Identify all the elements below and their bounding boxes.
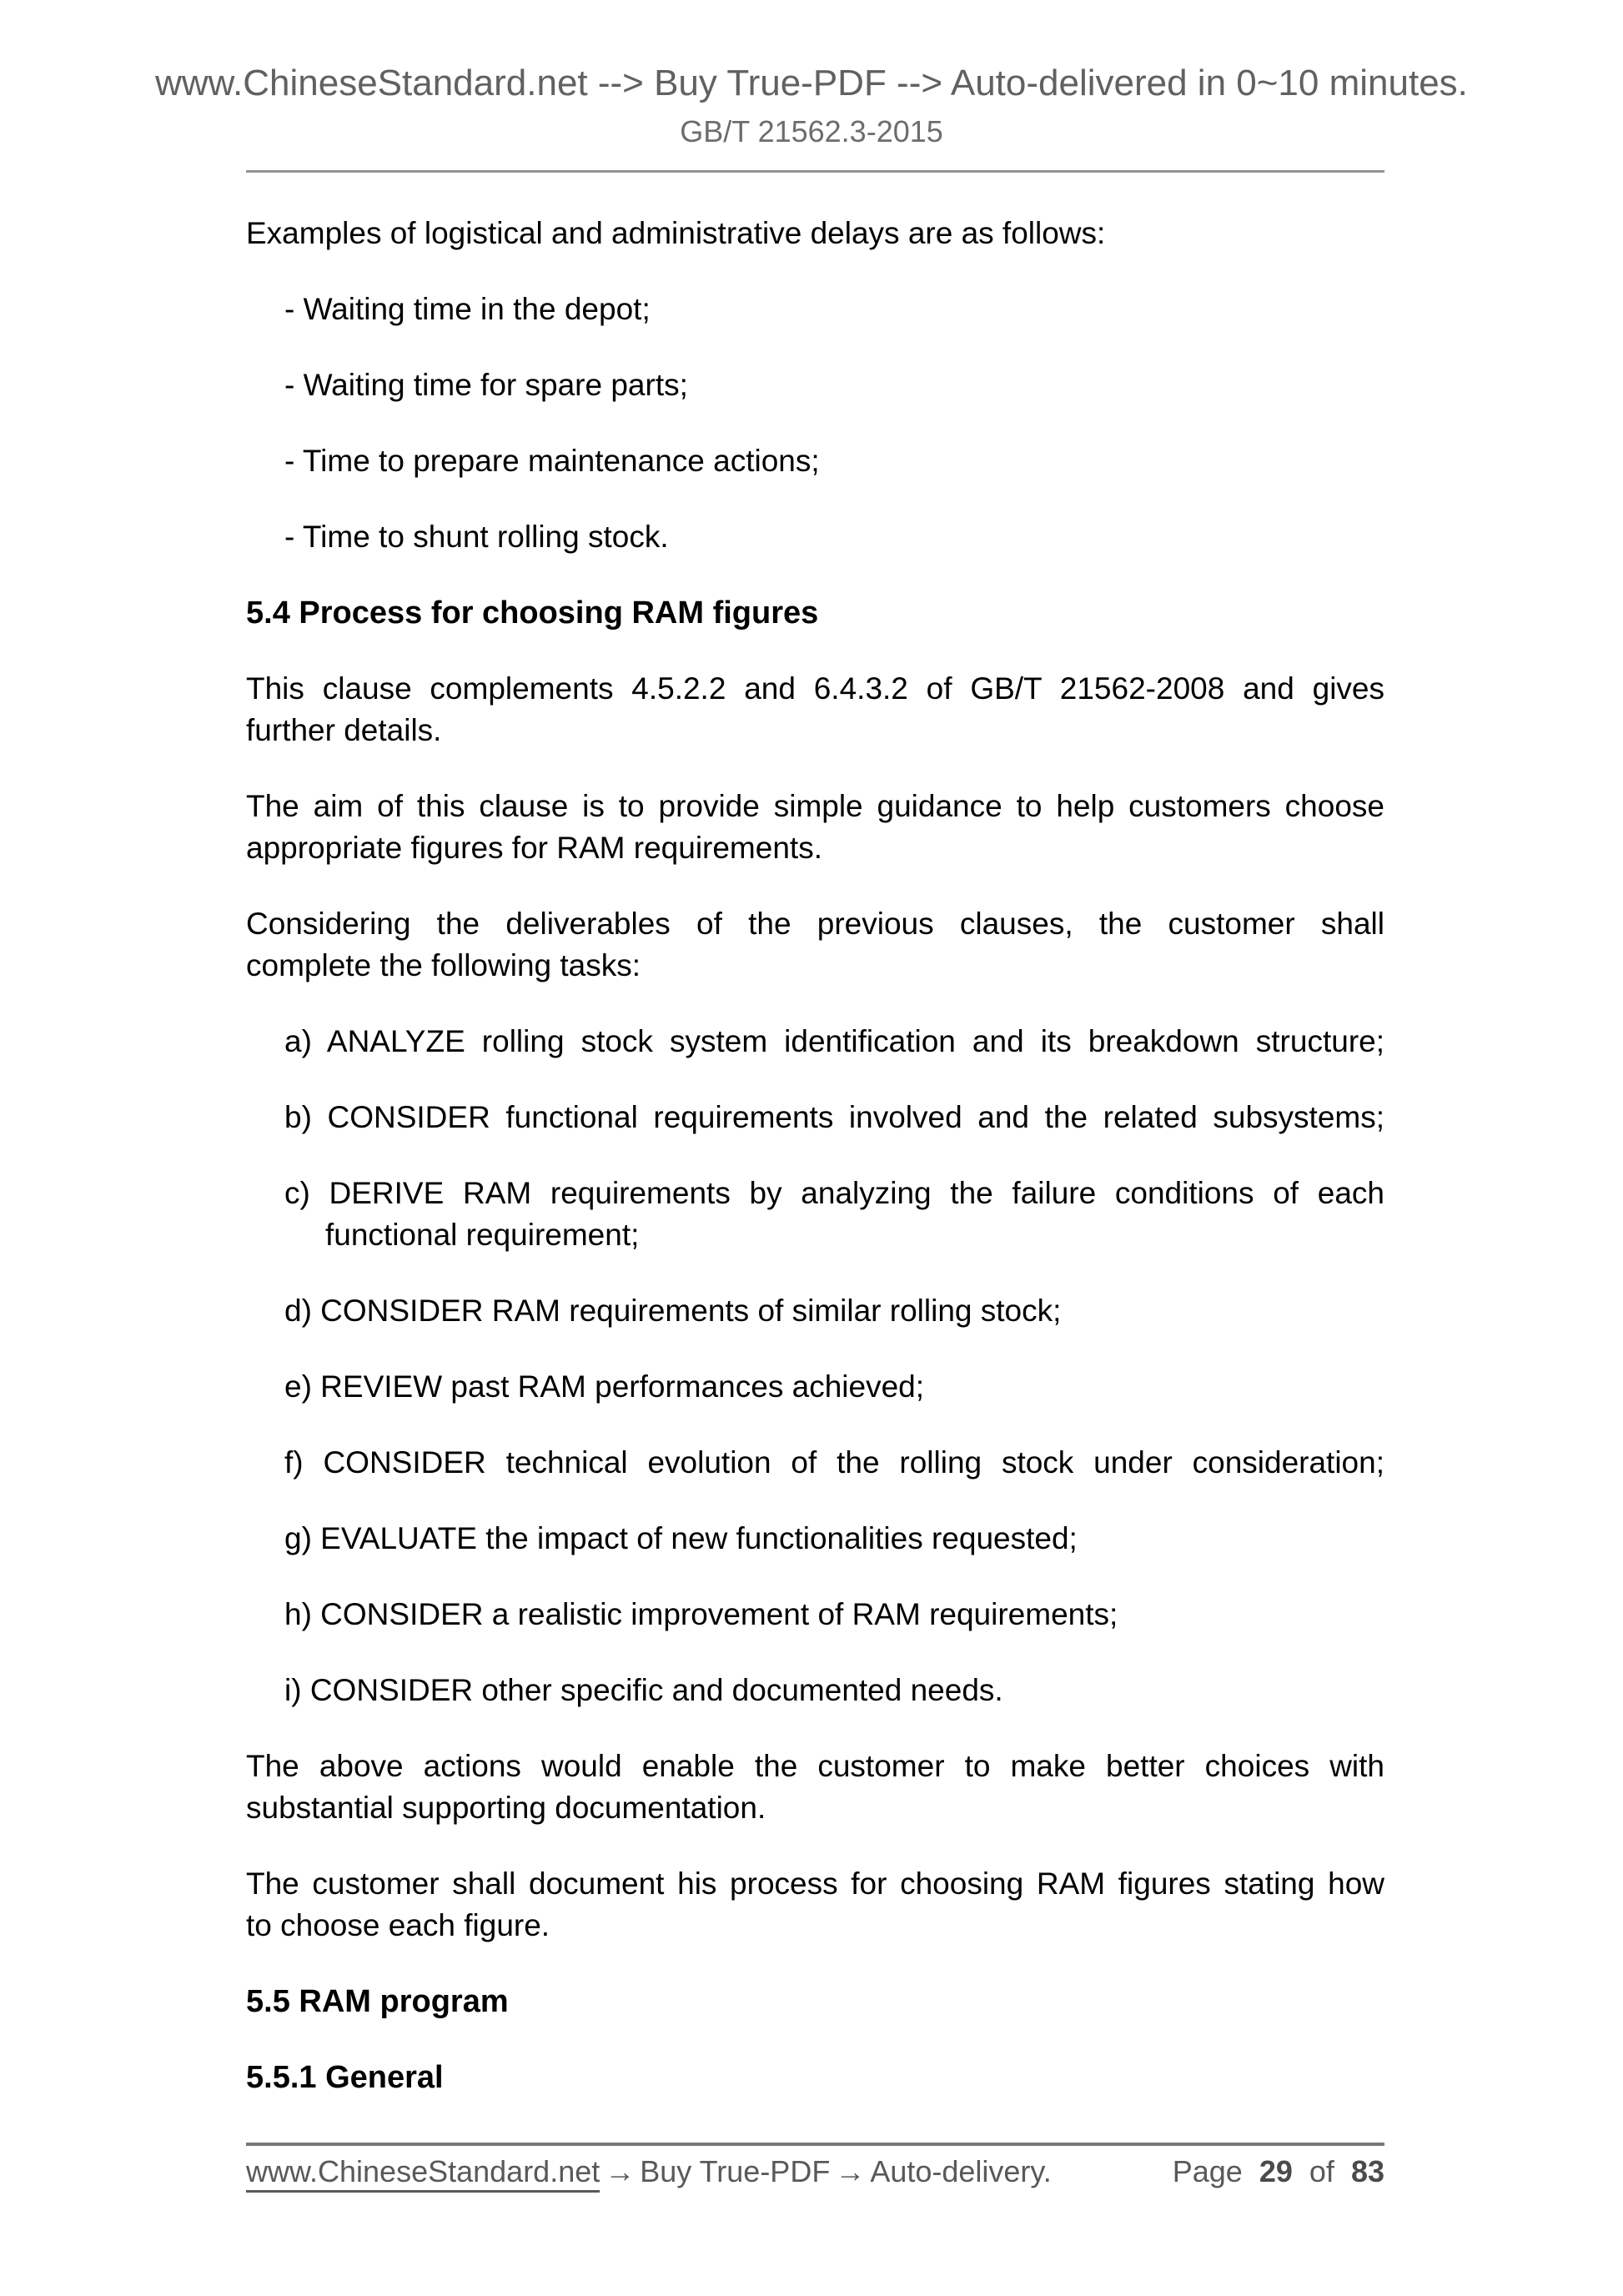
task-item-f: [246, 1442, 1384, 1484]
arrow-right-icon: →: [835, 2154, 866, 2188]
paragraph-line: The aim of this clause is to provide simple guidance to help customers choose: [246, 789, 1384, 823]
footer-site-link[interactable]: www.ChineseStandard.net: [246, 2154, 600, 2193]
list-item-dash: - Time to shunt rolling stock.: [284, 520, 669, 554]
task-line: c) DERIVE RAM requirements by analyzing the failure conditions of each: [284, 1176, 1384, 1210]
paragraph-above-actions: [246, 1746, 1384, 1829]
page-footer: [246, 2143, 1384, 2190]
header-promo-text: www.ChineseStandard.net --> Buy True-PDF --> Auto-delivered in 0~10 minutes.: [155, 63, 1468, 103]
footer-delivery-text: Auto-delivery.: [870, 2154, 1052, 2188]
arrow-right-icon: →: [605, 2154, 636, 2188]
footer-divider: [246, 2143, 1384, 2146]
list-item-dash: - Waiting time in the depot;: [284, 292, 651, 326]
task-line: g) EVALUATE the impact of new functionalities requested;: [284, 1521, 1078, 1555]
task-line: f) CONSIDER technical evolution of the rolling stock under consideration;: [284, 1445, 1384, 1480]
task-item-e: [246, 1366, 1384, 1408]
paragraph-considering: [246, 903, 1384, 987]
paragraph-line: The customer shall document his process for choosing RAM figures stating how: [246, 1866, 1384, 1901]
section-heading-5-5: 5.5 RAM program: [246, 1984, 509, 2019]
page-total: 83: [1350, 2154, 1384, 2188]
list-item-dash: - Time to prepare maintenance actions;: [284, 444, 820, 478]
page-label: Page: [1172, 2154, 1243, 2188]
task-line: a) ANALYZE rolling stock system identification and its breakdown structure;: [284, 1024, 1384, 1058]
footer-row: [246, 2153, 1384, 2190]
task-line: functional requirement;: [325, 1218, 640, 1252]
task-item-b: [246, 1097, 1384, 1138]
footer-page-indicator: [1173, 2153, 1384, 2190]
task-line: d) CONSIDER RAM requirements of similar rolling stock;: [284, 1294, 1062, 1328]
document-body: [246, 0, 1384, 2098]
of-label: of: [1309, 2154, 1334, 2188]
task-line: h) CONSIDER a realistic improvement of RAM requirements;: [284, 1597, 1118, 1631]
paragraph-line: Considering the deliverables of the previous clauses, the customer shall: [246, 907, 1384, 941]
task-line: i) CONSIDER other specific and documented needs.: [284, 1673, 1003, 1707]
page-current: 29: [1259, 2154, 1293, 2188]
task-item-g: [246, 1518, 1384, 1560]
paragraph-document-process: [246, 1863, 1384, 1947]
section-heading-5-5-1: 5.5.1 General: [246, 2060, 444, 2095]
task-line: b) CONSIDER functional requirements involved and the related subsystems;: [284, 1100, 1384, 1134]
task-item-c: [246, 1173, 1384, 1256]
list-item-dash: - Waiting time for spare parts;: [284, 368, 688, 402]
paragraph-line: The above actions would enable the customer to make better choices with: [246, 1749, 1384, 1783]
paragraph-intro: Examples of logistical and administrative delays are as follows:: [246, 216, 1106, 250]
paragraph-line: complete the following tasks:: [246, 948, 641, 982]
footer-buy-text: Buy True-PDF: [640, 2154, 831, 2188]
task-item-a: [246, 1021, 1384, 1063]
paragraph-line: to choose each figure.: [246, 1908, 550, 1942]
section-heading-5-4: 5.4 Process for choosing RAM figures: [246, 595, 819, 631]
paragraph-line: This clause complements 4.5.2.2 and 6.4.3.2 of GB/T 21562-2008 and gives: [246, 671, 1384, 706]
header-standard-number: GB/T 21562.3-2015: [680, 114, 943, 148]
paragraph-line: substantial supporting documentation.: [246, 1791, 766, 1825]
task-line: e) REVIEW past RAM performances achieved;: [284, 1369, 925, 1404]
paragraph-line: further details.: [246, 713, 442, 747]
paragraph-aim: [246, 786, 1384, 869]
paragraph-line: appropriate figures for RAM requirements.: [246, 831, 822, 865]
task-item-d: [246, 1290, 1384, 1332]
task-item-i: [246, 1670, 1384, 1711]
paragraph-clause: [246, 668, 1384, 751]
task-item-h: [246, 1594, 1384, 1635]
footer-left: [246, 2153, 1052, 2190]
